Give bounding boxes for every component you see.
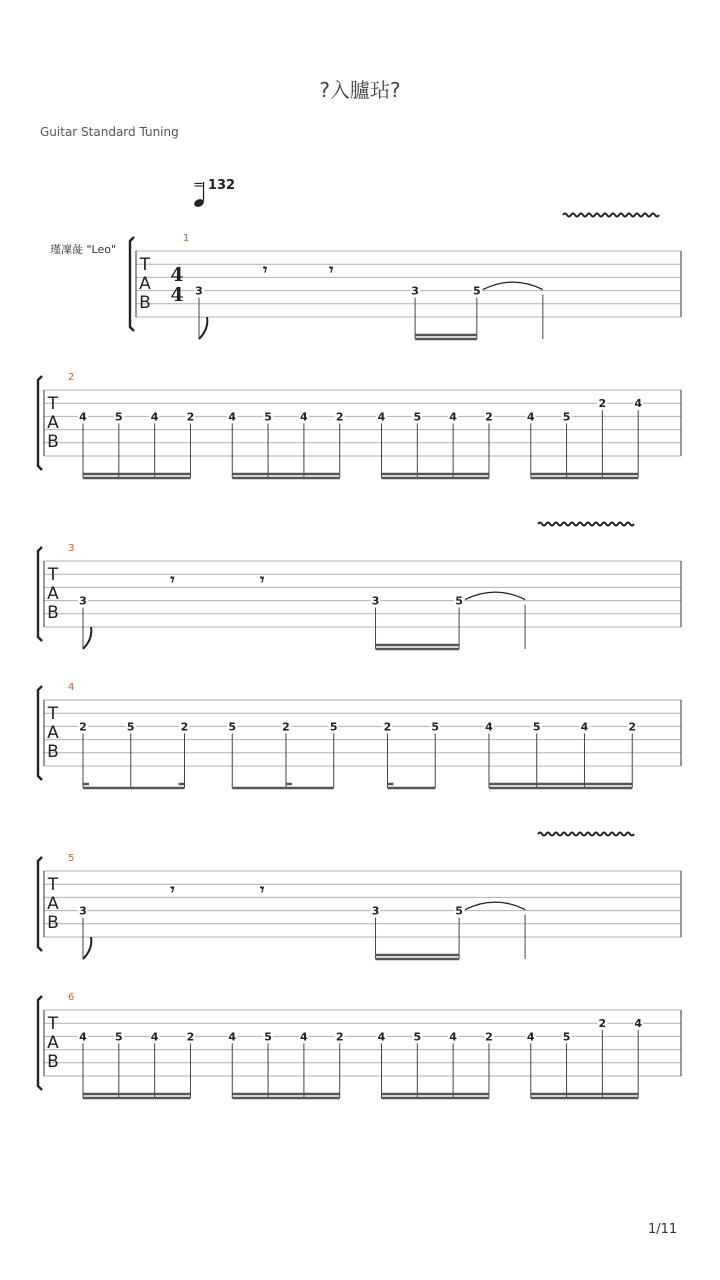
system-bracket — [130, 237, 134, 331]
tuning-label: Guitar Standard Tuning — [40, 125, 179, 139]
fret-number: 4 — [526, 410, 535, 424]
system-bracket — [38, 996, 42, 1090]
fret-number: 4 — [228, 1030, 237, 1044]
fret-number: 5 — [114, 410, 123, 424]
fret-number: 5 — [455, 904, 463, 918]
tie-arc — [483, 282, 543, 290]
tempo-equals: = — [193, 178, 204, 193]
fret-number: 4 — [580, 720, 589, 734]
eighth-rest: 𝄾 — [329, 260, 334, 279]
tab-system-6 — [38, 992, 681, 1098]
fret-number: 5 — [264, 1030, 272, 1044]
fret-number: 4 — [377, 1030, 386, 1044]
tab-letter: B — [47, 1052, 59, 1072]
tab-letter: A — [47, 584, 59, 604]
fret-number: 4 — [79, 410, 87, 424]
vibrato-mark — [538, 523, 634, 526]
fret-number: 4 — [150, 410, 159, 424]
fret-number: 4 — [449, 410, 457, 424]
fret-number: 4 — [449, 1030, 457, 1044]
time-signature-top: 4 — [170, 264, 184, 286]
fret-number: 2 — [282, 720, 290, 734]
fret-number: 2 — [485, 1030, 493, 1044]
eighth-rest: 𝄾 — [263, 260, 268, 279]
system-bracket — [38, 547, 42, 641]
vibrato-mark — [538, 833, 634, 836]
fret-number: 2 — [186, 410, 195, 424]
bar-number: 5 — [68, 853, 75, 864]
instrument-label: 瑾凜彘 "Leo" — [50, 243, 117, 256]
fret-number: 4 — [526, 1030, 535, 1044]
fret-number: 2 — [383, 720, 392, 734]
fret-number: 4 — [377, 410, 386, 424]
fret-number: 5 — [413, 1030, 422, 1044]
fret-number: 5 — [413, 410, 422, 424]
tab-system-1 — [130, 214, 681, 340]
eighth-rest: 𝄾 — [170, 880, 175, 899]
eighth-rest: 𝄾 — [259, 570, 265, 589]
eighth-rest: 𝄾 — [170, 570, 175, 589]
tab-letter: B — [47, 603, 59, 623]
fret-number: 5 — [329, 720, 338, 734]
fret-number: 3 — [371, 904, 380, 918]
tab-letter: T — [47, 875, 59, 895]
tab-system-3 — [38, 523, 681, 650]
page-number: 1/11 — [648, 1222, 678, 1237]
note-flag — [199, 317, 207, 339]
systems-layer — [38, 214, 681, 1099]
tab-letter: A — [47, 723, 59, 743]
fret-number: 5 — [264, 410, 272, 424]
tab-letter: B — [139, 293, 151, 313]
note-flag — [83, 627, 91, 649]
tempo-bpm: 132 — [207, 178, 236, 193]
fret-number: 3 — [79, 904, 87, 918]
tab-system-5 — [38, 833, 681, 960]
fret-number: 4 — [300, 410, 308, 424]
tie-arc — [465, 902, 525, 910]
tab-letter: A — [47, 894, 59, 914]
fret-number: 5 — [562, 410, 571, 424]
fret-number: 4 — [485, 720, 493, 734]
fret-number: 2 — [335, 1030, 344, 1044]
fret-number: 4 — [228, 410, 237, 424]
bar-number: 4 — [68, 682, 75, 693]
system-bracket — [38, 376, 42, 470]
note-flag — [83, 937, 91, 959]
tab-letter: B — [47, 432, 59, 452]
tie-arc — [465, 592, 525, 600]
fret-number: 5 — [455, 594, 463, 608]
tab-letter: A — [47, 1033, 59, 1053]
fret-number: 4 — [79, 1030, 87, 1044]
tab-letter: B — [47, 742, 59, 762]
fret-number: 5 — [473, 284, 481, 298]
fret-number: 2 — [485, 410, 493, 424]
tab-system-4 — [38, 682, 681, 788]
fret-number: 5 — [532, 720, 541, 734]
fret-number: 3 — [195, 284, 203, 298]
time-signature-bottom: 4 — [170, 284, 184, 306]
fret-number: 3 — [371, 594, 380, 608]
bar-number: 2 — [68, 372, 75, 383]
tab-letter: T — [139, 255, 151, 275]
system-bracket — [38, 857, 42, 951]
fret-number: 4 — [300, 1030, 308, 1044]
fret-number: 2 — [598, 1017, 607, 1031]
fret-number: 2 — [628, 720, 637, 734]
fret-number: 5 — [228, 720, 237, 734]
fret-number: 2 — [79, 720, 87, 734]
bar-number: 6 — [68, 992, 75, 1003]
fret-number: 4 — [150, 1030, 159, 1044]
fret-number: 3 — [79, 594, 87, 608]
tab-letter: T — [47, 394, 59, 414]
tempo-note-icon — [193, 182, 205, 208]
fret-number: 2 — [598, 397, 607, 411]
fret-number: 5 — [114, 1030, 123, 1044]
fret-number: 3 — [411, 284, 419, 298]
fret-number: 4 — [634, 1017, 643, 1031]
tab-letter: T — [47, 1014, 59, 1034]
tab-letter: B — [47, 913, 59, 933]
fret-number: 5 — [562, 1030, 571, 1044]
tab-letter: A — [139, 274, 151, 294]
bar-number: 1 — [183, 233, 190, 244]
fret-number: 2 — [180, 720, 189, 734]
fret-number: 2 — [186, 1030, 195, 1044]
tab-letter: T — [47, 704, 59, 724]
fret-number: 5 — [126, 720, 135, 734]
eighth-rest: 𝄾 — [259, 880, 265, 899]
vibrato-mark — [563, 214, 659, 217]
tab-letter: T — [47, 565, 59, 585]
score-title: ?入臚玷? — [319, 78, 401, 102]
fret-number: 2 — [335, 410, 344, 424]
tab-letter: A — [47, 413, 59, 433]
fret-number: 5 — [431, 720, 440, 734]
tab-system-2 — [38, 372, 681, 478]
system-bracket — [38, 686, 42, 780]
bar-number: 3 — [68, 543, 75, 554]
fret-number: 4 — [634, 397, 643, 411]
